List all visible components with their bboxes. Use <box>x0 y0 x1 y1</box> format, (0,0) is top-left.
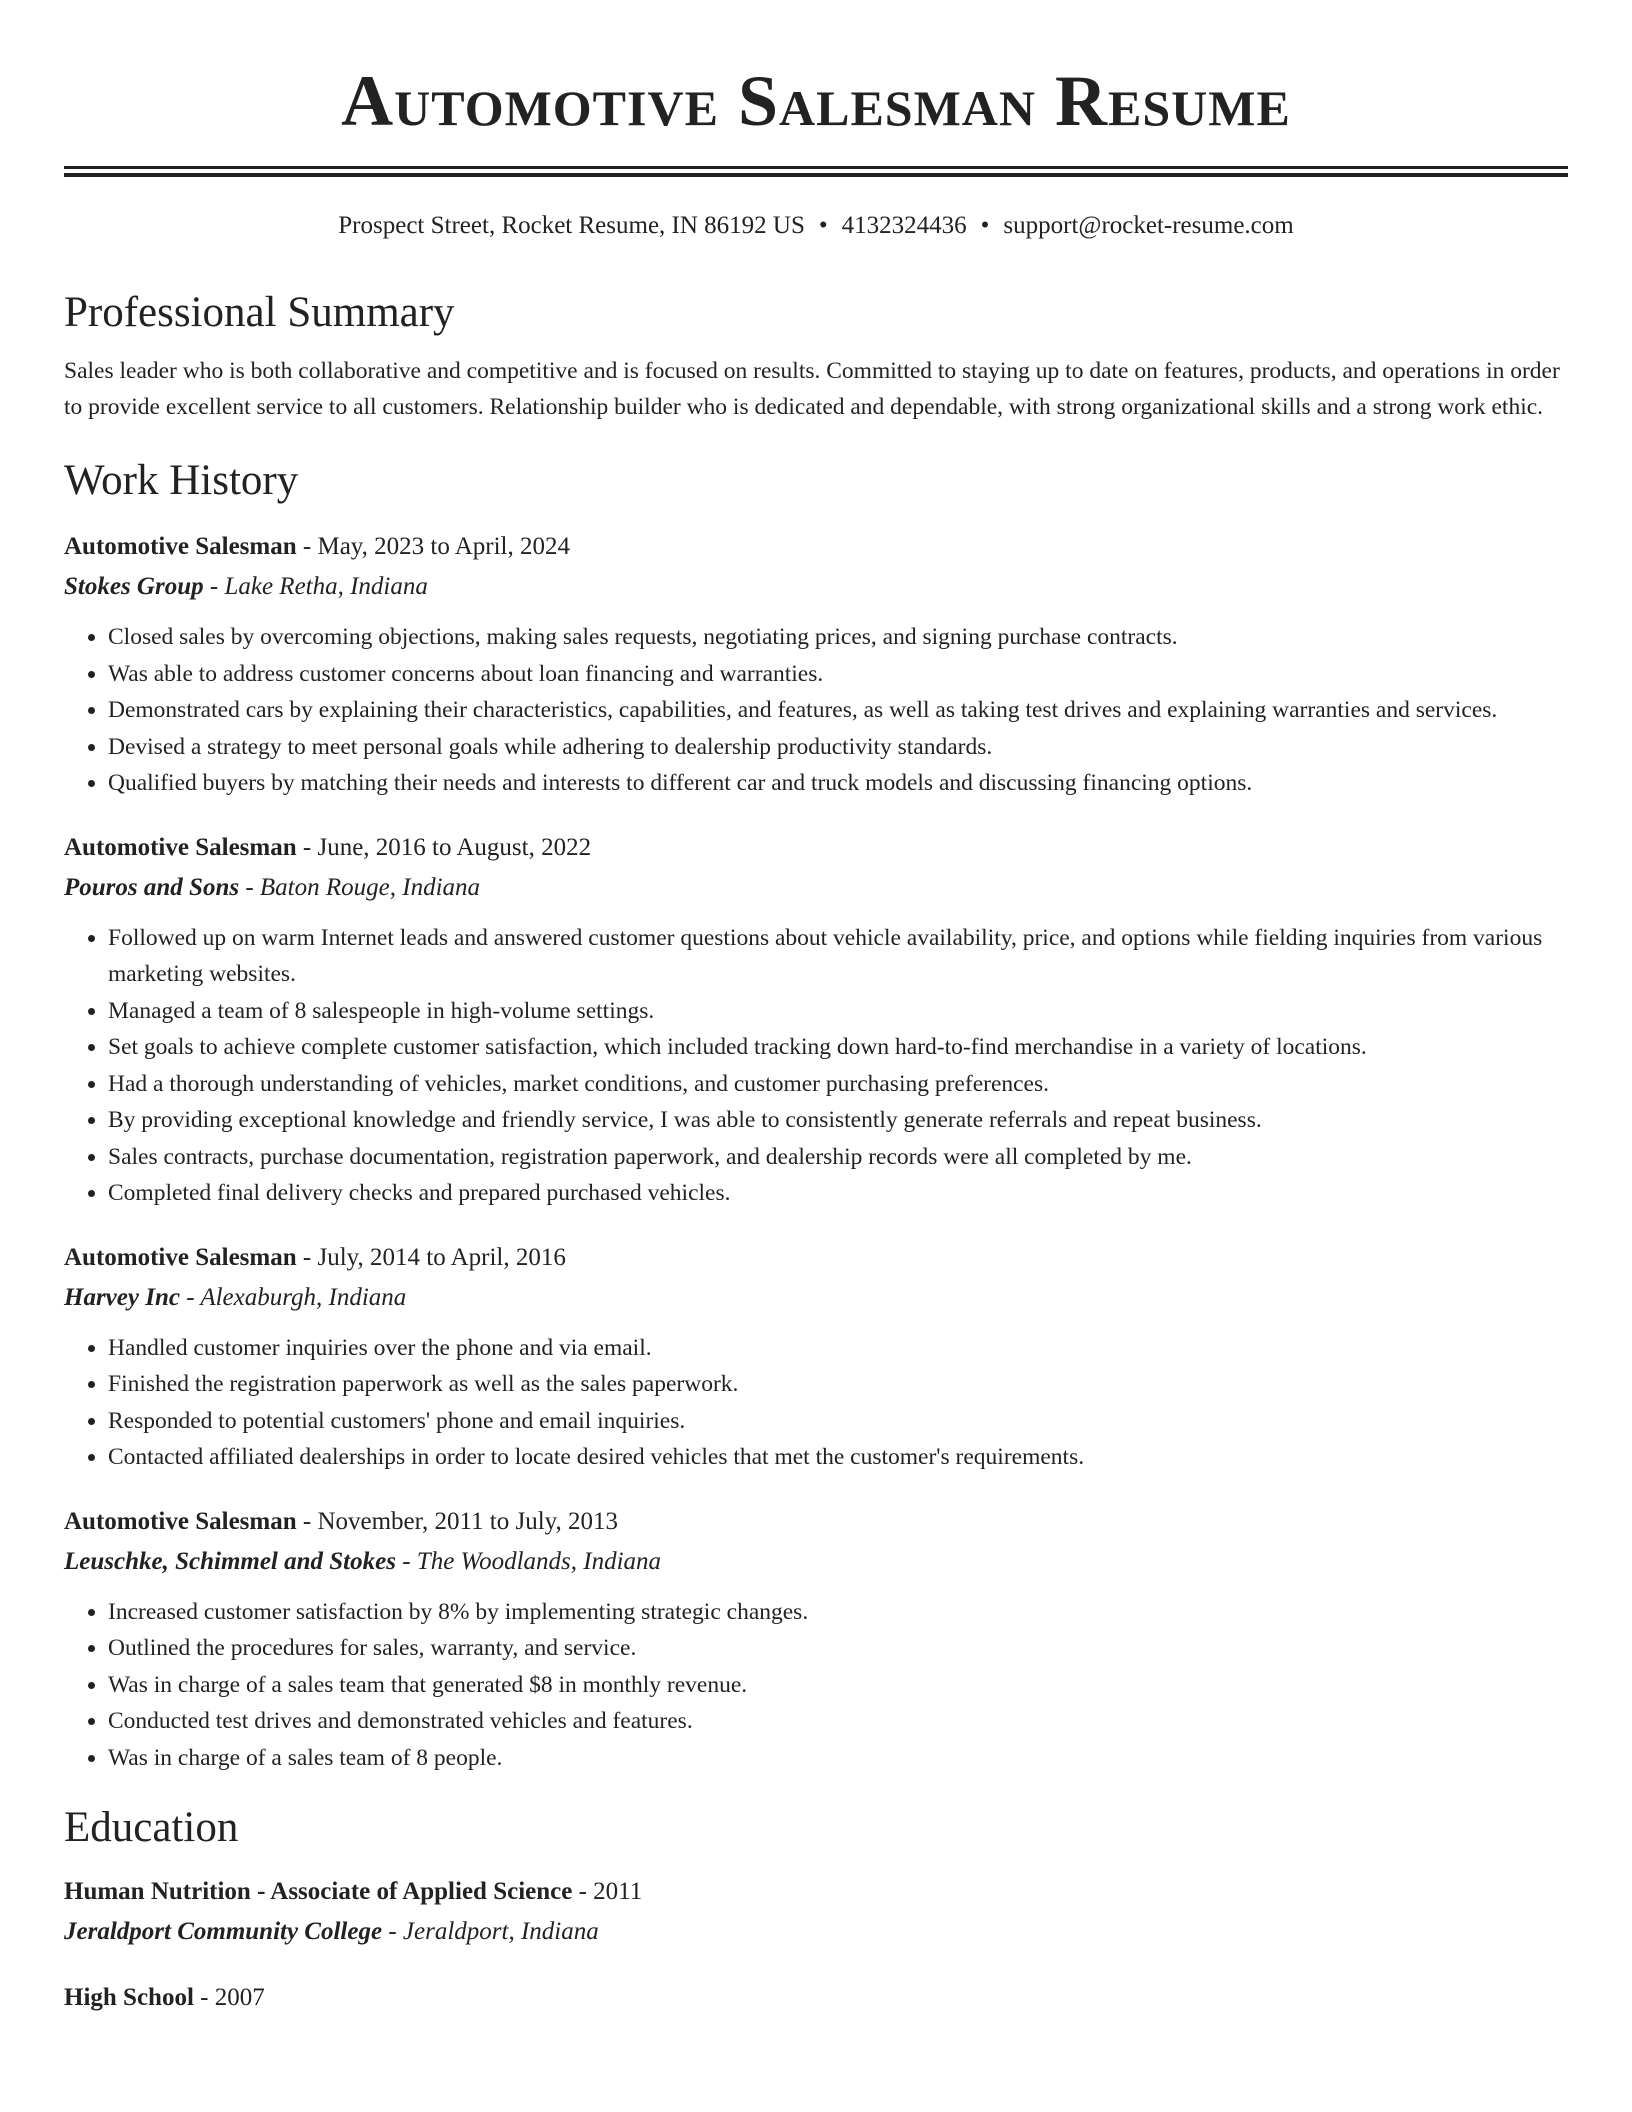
employer-line <box>64 567 1568 607</box>
contact-phone: 4132324436 <box>841 212 967 239</box>
job-bullet: • Completed final delivery checks and prepared purchased vehicles. <box>108 1175 1568 1212</box>
job-title-line <box>64 1502 1568 1542</box>
job-bullet-list <box>64 920 1568 1212</box>
employer-line <box>64 1278 1568 1318</box>
job-bullet: • Was able to address customer concerns about loan financing and warranties. <box>108 656 1568 693</box>
job-bullet-list <box>64 1594 1568 1777</box>
education-entry <box>64 1978 1568 2018</box>
education-year: - 2011 <box>572 1878 643 1905</box>
education-degree: Human Nutrition - Associate of Applied Science <box>64 1878 573 1905</box>
contact-line <box>64 211 1568 241</box>
job-role: Automotive Salesman <box>64 533 297 560</box>
education-heading: Education <box>64 1804 239 1851</box>
education-year: - 2007 <box>193 1984 265 2011</box>
job-entry <box>64 527 1568 802</box>
job-bullet: • Closed sales by overcoming objections, making sales requests, negotiating prices, and signing purchase contracts. <box>108 619 1568 656</box>
job-bullet: • Demonstrated cars by explaining their characteristics, capabilities, and features, as well as taking test drives and explaining warranties and services. <box>108 692 1568 729</box>
contact-email: support@rocket-resume.com <box>1003 212 1294 239</box>
job-bullet: • Had a thorough understanding of vehicles, market conditions, and customer purchasing preferences. <box>108 1066 1568 1103</box>
job-location: - Alexaburgh, Indiana <box>179 1283 407 1311</box>
summary-heading: Professional Summary <box>64 289 455 336</box>
job-bullet: • Responded to potential customers' phone and email inquiries. <box>108 1403 1568 1440</box>
job-location: - Lake Retha, Indiana <box>203 573 428 600</box>
title-double-rule <box>64 166 1568 177</box>
job-bullet: • Set goals to achieve complete customer satisfaction, which included tracking down hard-to-find merchandise in a variety of locations. <box>108 1029 1568 1066</box>
job-role: Automotive Salesman <box>64 1243 297 1271</box>
job-company: Harvey Inc <box>64 1283 180 1311</box>
job-bullet: • Was in charge of a sales team that generated $8 in monthly revenue. <box>108 1667 1568 1704</box>
job-bullet: • Outlined the procedures for sales, warranty, and service. <box>108 1630 1568 1667</box>
education-title-line <box>64 1978 1568 2018</box>
employer-line <box>64 868 1568 908</box>
job-dates: - November, 2011 to July, 2013 <box>296 1507 619 1535</box>
contact-separator: • <box>818 212 828 239</box>
job-entry <box>64 828 1568 1212</box>
job-bullet: • Conducted test drives and demonstrated vehicles and features. <box>108 1703 1568 1740</box>
job-entry <box>64 1502 1568 1777</box>
job-role: Automotive Salesman <box>64 833 297 861</box>
education-entry <box>64 1872 1568 1952</box>
job-bullet: • Followed up on warm Internet leads and answered customer questions about vehicle availability, price, and options while fielding inquiries from various marketing websites. <box>108 920 1568 993</box>
job-bullet: • Devised a strategy to meet personal goals while adhering to dealership productivity standards. <box>108 729 1568 766</box>
job-location: - Baton Rouge, Indiana <box>239 873 481 901</box>
job-dates: - July, 2014 to April, 2016 <box>296 1243 566 1271</box>
job-bullet: • Contacted affiliated dealerships in order to locate desired vehicles that met the customer's requirements. <box>108 1439 1568 1476</box>
job-bullet: • Increased customer satisfaction by 8% by implementing strategic changes. <box>108 1594 1568 1631</box>
job-bullet: • By providing exceptional knowledge and friendly service, I was able to consistently generate referrals and repeat business. <box>108 1102 1568 1139</box>
job-location: - The Woodlands, Indiana <box>395 1547 662 1575</box>
job-bullet: • Qualified buyers by matching their needs and interests to different car and truck models and discussing financing options. <box>108 765 1568 802</box>
job-title-line <box>64 828 1568 868</box>
contact-address: Prospect Street, Rocket Resume, IN 86192 US <box>338 212 805 239</box>
resume-title: Automotive Salesman Resume <box>341 61 1291 141</box>
summary-text: Sales leader who is both collaborative and competitive and is focused on results. Committed to staying up to date on features, products, and operations in order to provide excellent service to all customers. Relationship builder who is dedicated and dependable, with strong organizational skills and a strong work ethic. <box>64 358 1560 420</box>
employer-line <box>64 1542 1568 1582</box>
job-bullet: • Managed a team of 8 salespeople in high-volume settings. <box>108 993 1568 1030</box>
job-role: Automotive Salesman <box>64 1507 297 1535</box>
job-bullet-list <box>64 1330 1568 1476</box>
work-history-heading: Work History <box>64 457 299 504</box>
job-company: Pouros and Sons <box>64 873 240 901</box>
job-company: Leuschke, Schimmel and Stokes <box>64 1547 396 1575</box>
job-title-line <box>64 527 1568 567</box>
school-line <box>64 1912 1568 1952</box>
education-school: Jeraldport Community College <box>64 1918 383 1945</box>
job-bullet: • Handled customer inquiries over the phone and via email. <box>108 1330 1568 1367</box>
job-entry <box>64 1238 1568 1476</box>
job-dates: - May, 2023 to April, 2024 <box>296 533 571 560</box>
job-dates: - June, 2016 to August, 2022 <box>296 833 592 861</box>
education-title-line <box>64 1872 1568 1912</box>
contact-separator: • <box>980 212 990 239</box>
job-bullet: • Sales contracts, purchase documentation, registration paperwork, and dealership records were all completed by me. <box>108 1139 1568 1176</box>
education-degree: High School <box>64 1984 194 2011</box>
job-bullet: • Was in charge of a sales team of 8 people. <box>108 1740 1568 1777</box>
job-title-line <box>64 1238 1568 1278</box>
job-company: Stokes Group <box>64 573 204 600</box>
job-bullet-list <box>64 619 1568 802</box>
education-location: - Jeraldport, Indiana <box>382 1918 599 1945</box>
job-bullet: • Finished the registration paperwork as well as the sales paperwork. <box>108 1366 1568 1403</box>
